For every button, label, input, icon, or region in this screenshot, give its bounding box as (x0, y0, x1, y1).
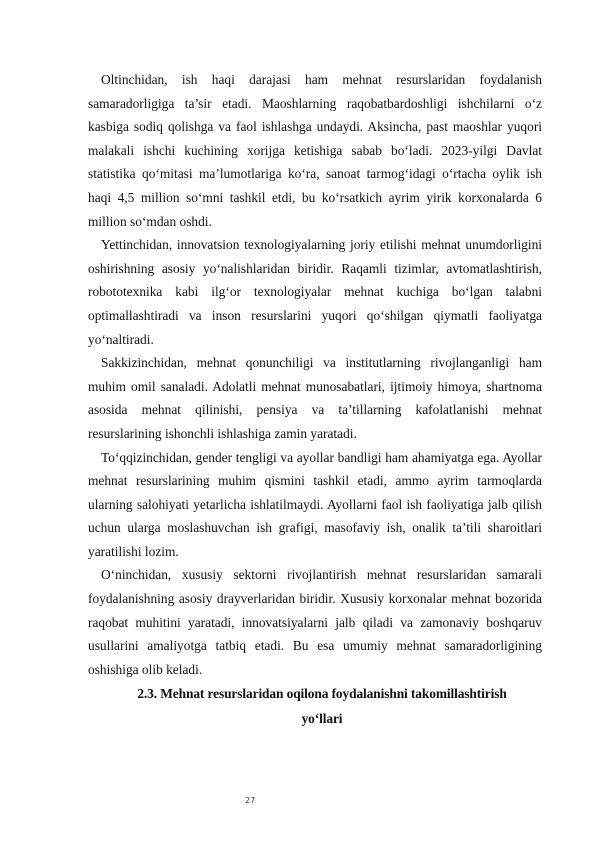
page-number: 27 (245, 796, 256, 805)
paragraph-toqqizinchidan: To‘qqizinchidan, gender tengligi va ayollar bandligi ham ahamiyatga ega. Ayollar mehnat resurslarining muhim qismini tashkil etadi, ammo ayrim tarmoqlarda ularning salohiyati yetarlicha ishlatilmaydi. Ayollarni faol ish faoliyatiga jalb qilish uchun ularga moslashuvchan ish grafigi, masofaviy ish, onalik ta’tili sharoitlari yaratilishi lozim. (88, 449, 542, 559)
page-body (88, 68, 542, 731)
paragraph-oltinchidan: Oltinchidan, ish haqi darajasi ham mehnat resurslaridan foydalanish samaradorligiga ta’sir etadi. Maoshlarning raqobatbardoshligi ishchilarni o‘z kasbiga sodiq qolishga va faol ishlashga undaydi. Aksincha, past maoshlar yuqori malakali ishchi kuchining xorijga ketishiga sabab bo‘ladi. 2023-yilgi Davlat statistika qo‘mitasi ma’lumotlariga ko‘ra, sanoat tarmog‘idagi o‘rtacha oylik ish haqi 4,5 million so‘mni tashkil etdi, bu ko‘rsatkich ayrim yirik korxonalarda 6 million so‘mdan oshdi. (88, 72, 542, 229)
paragraph-oninchidan: O‘ninchidan, xususiy sektorni rivojlantirish mehnat resurslaridan samarali foydalanishning asosiy drayverlaridan biridir. Xususiy korxonalar mehnat bozorida raqobat muhitini yaratadi, innovatsiyalarni jalb qiladi va zamonaviy boshqaruv usullarini amaliyotga tatbiq etadi. Bu esa umumiy mehnat samaradorligining oshishiga olib keladi. (88, 567, 542, 677)
section-heading-line2: yo‘llari (301, 711, 343, 727)
section-heading (88, 681, 542, 731)
paragraph-sakkizinchidan: Sakkizinchidan, mehnat qonunchiligi va institutlarning rivojlanganligi ham muhim omil sanaladi. Adolatli mehnat munosabatlari, ijtimoiy himoya, shartnoma asosida mehnat qilinishi, pensiya va ta’tillarning kafolatlanishi mehnat resurslarining ishonchli ishlashiga zamin yaratadi. (88, 355, 542, 441)
paragraph-yettinchidan: Yettinchidan, innovatsion texnologiyalarning joriy etilishi mehnat unumdorligini oshirishning asosiy yo‘nalishlaridan biridir. Raqamli tizimlar, avtomatlashtirish, robototexnika kabi ilg‘or texnologiyalar mehnat kuchiga bo‘lgan talabni optimallashtiradi va inson resurslarini yuqori qo‘shilgan qiymatli faoliyatga yo‘naltiradi. (88, 237, 542, 347)
section-heading-line1: 2.3. Mehnat resurslaridan oqilona foydalanishni takomillashtirish (137, 686, 507, 702)
